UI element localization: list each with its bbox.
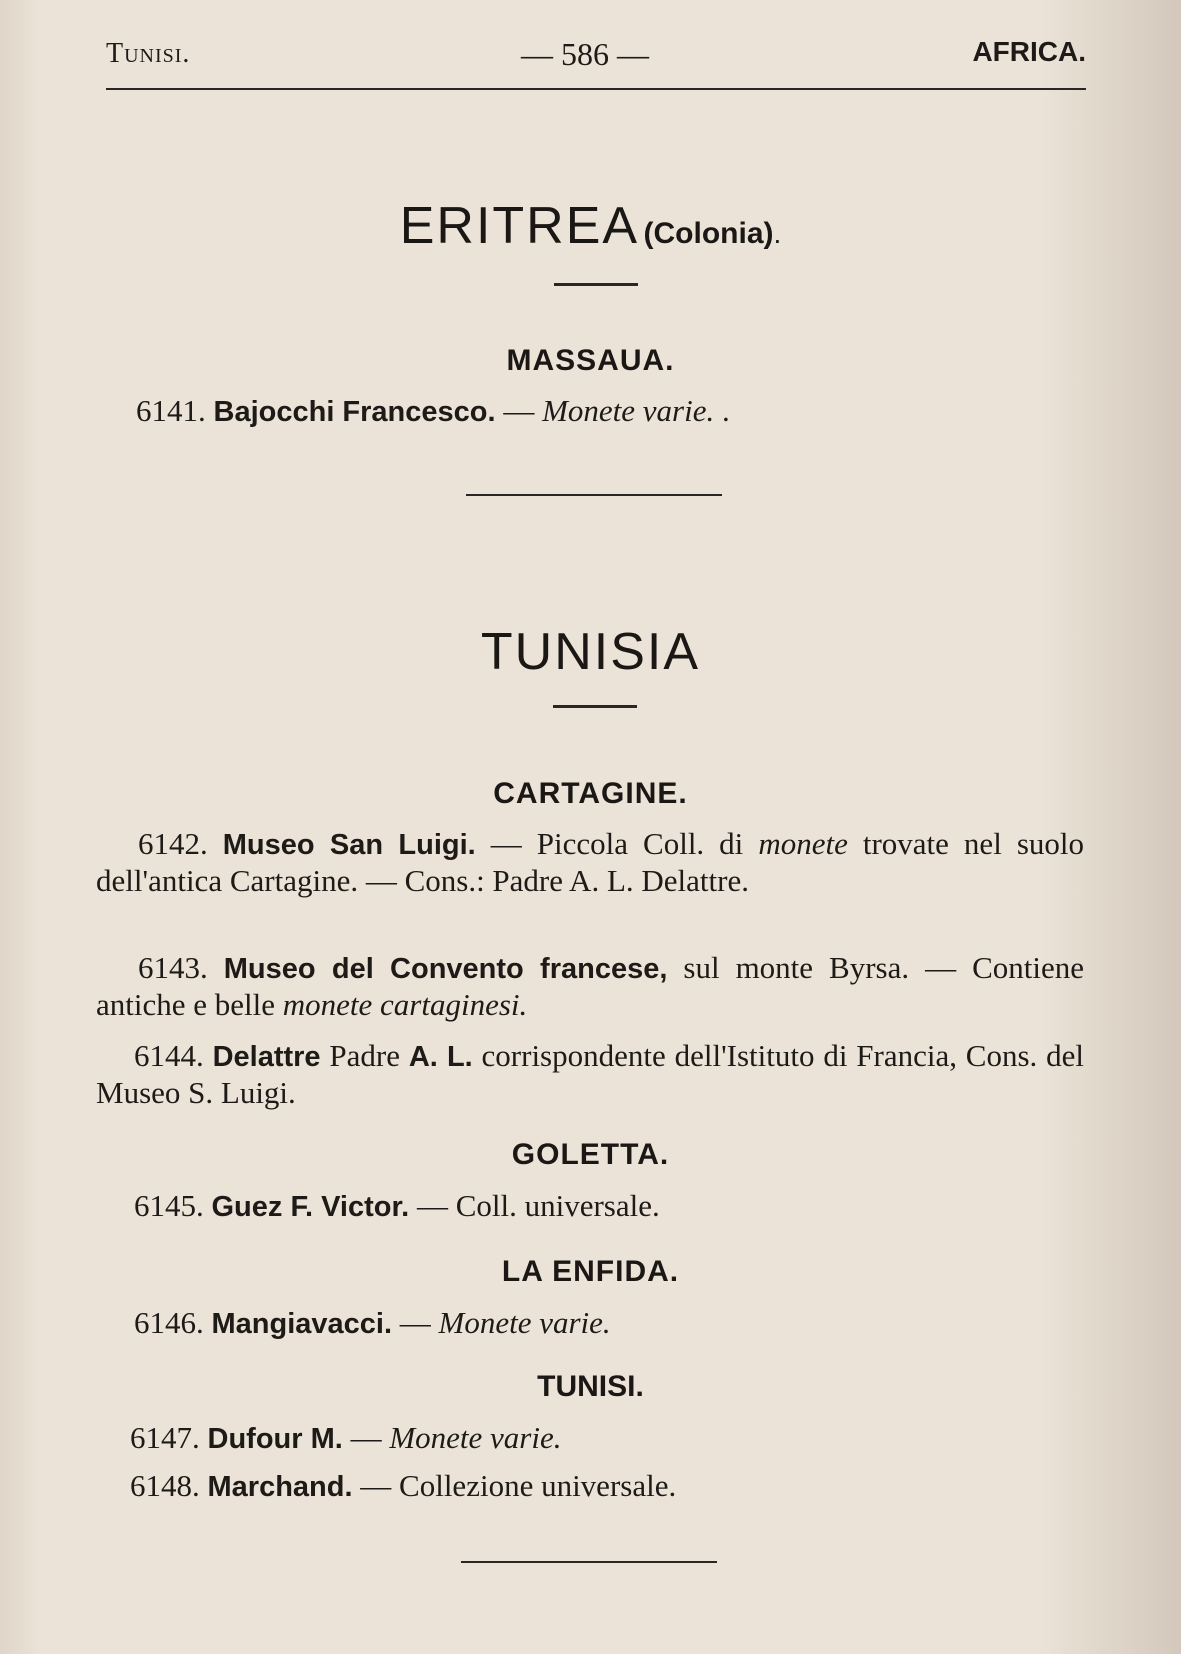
- entry-desc: Monete varie.: [542, 393, 715, 428]
- entry-italic: monete cartaginesi.: [282, 987, 528, 1022]
- entry-italic: Monete varie.: [389, 1420, 562, 1455]
- entry-text: Padre: [320, 1038, 409, 1073]
- entry-6147: [130, 1420, 1070, 1457]
- entry-name: Guez F. Victor.: [211, 1191, 410, 1223]
- entry-text: — Piccola Coll. di: [475, 826, 759, 861]
- end-divider: [461, 1561, 717, 1563]
- entry-tail: .: [714, 393, 730, 428]
- title-rule: [554, 283, 638, 286]
- entry-number: 6141.: [136, 393, 206, 428]
- entry-text: sul monte Byrsa. — Contiene antiche e belle: [96, 950, 1084, 1022]
- entry-sep: —: [495, 393, 543, 428]
- entry-name: Mangiavacci.: [211, 1308, 393, 1340]
- place-heading-text: TUNISI.: [537, 1370, 644, 1403]
- entry-6145: [134, 1188, 1074, 1225]
- entry-number: 6147.: [130, 1420, 200, 1455]
- entry-number: 6146.: [134, 1305, 204, 1340]
- entry-text: — Collezione universale.: [352, 1468, 677, 1503]
- entry-6144: [96, 1038, 1084, 1111]
- entry-name: Delattre: [212, 1041, 321, 1073]
- entry-6142: [96, 826, 1084, 899]
- title-rule: [553, 705, 637, 708]
- entry-name: Museo del Convento francese,: [223, 953, 668, 985]
- entry-text: trovate nel suolo dell'antica Cartagine. — Cons.: Padre A. L. Delattre.: [96, 826, 1084, 898]
- running-head: [106, 32, 1086, 76]
- section-title-sub: (Colonia): [643, 217, 774, 250]
- section-title-main: ERITREA: [399, 197, 640, 255]
- entry-text: — Coll. universale.: [409, 1188, 660, 1223]
- entry-name: Dufour M.: [207, 1423, 343, 1455]
- entry-number: 6143.: [138, 950, 208, 985]
- entry-name: Museo San Luigi.: [222, 829, 476, 861]
- place-heading-tunisi: [0, 1370, 1181, 1404]
- entry-6146: [134, 1305, 1074, 1342]
- section-title-tunisia: [0, 622, 1181, 682]
- entry-text: —: [342, 1420, 390, 1455]
- running-head-right: AFRICA.: [972, 36, 1086, 67]
- entry-6141: [136, 393, 1056, 430]
- entry-number: 6142.: [138, 826, 208, 861]
- entry-number: 6148.: [130, 1468, 200, 1503]
- section-title-end: .: [773, 218, 782, 249]
- section-title-main: TUNISIA: [480, 623, 701, 681]
- running-head-left: Tunisi.: [106, 38, 191, 69]
- entry-name: Marchand.: [207, 1471, 353, 1503]
- page-number: — 586 —: [521, 36, 649, 72]
- entry-text: —: [392, 1305, 439, 1340]
- entry-italic: monete: [758, 826, 848, 861]
- header-rule: [106, 88, 1086, 90]
- entry-text: corrispondente dell'Istituto di Francia, Cons. del Museo S. Luigi.: [96, 1038, 1084, 1110]
- place-heading-massaua: MASSAUA.: [506, 344, 675, 377]
- place-heading-goletta: GOLETTA.: [511, 1138, 670, 1171]
- entry-number: 6145.: [134, 1188, 204, 1223]
- entry-6148: [130, 1468, 1070, 1505]
- place-heading-cartagine: CARTAGINE.: [493, 777, 688, 810]
- entry-6143: [96, 950, 1084, 1023]
- place-heading-la-enfida: LA ENFIDA.: [501, 1255, 680, 1288]
- section-divider: [466, 494, 722, 496]
- entry-number: 6144.: [134, 1038, 204, 1073]
- section-title-eritrea: [0, 196, 1181, 256]
- entry-italic: Monete varie.: [438, 1305, 611, 1340]
- entry-name: Bajocchi Francesco.: [213, 396, 496, 428]
- entry-name-initials: A. L.: [408, 1041, 473, 1073]
